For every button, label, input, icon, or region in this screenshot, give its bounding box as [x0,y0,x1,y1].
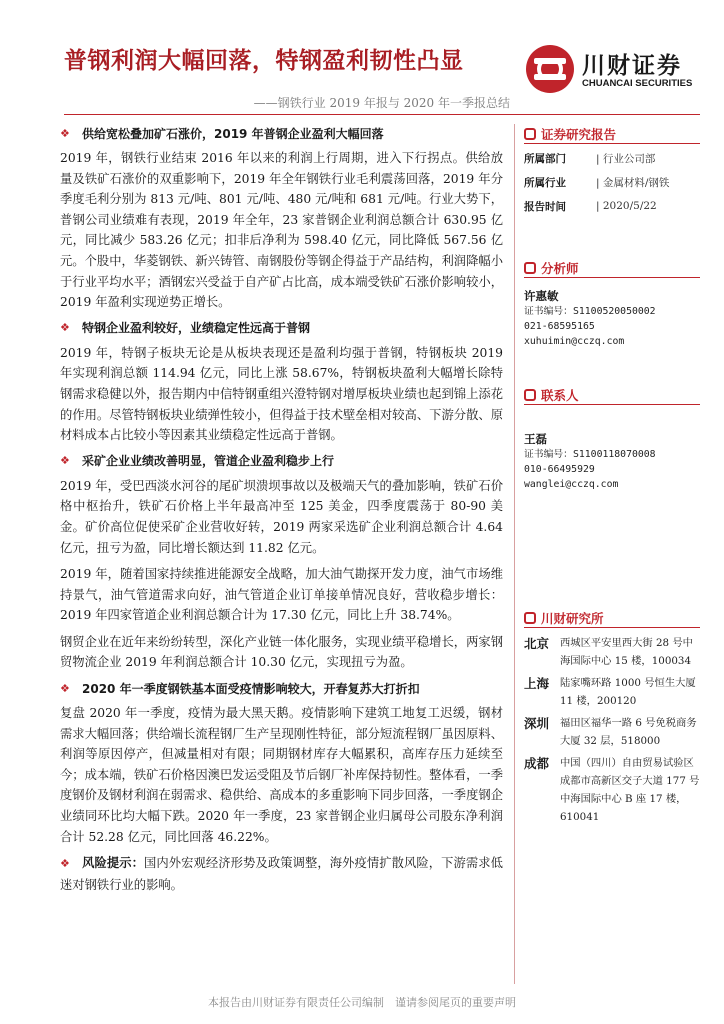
meta-row-date: 报告时间 | 2020/5/22 [524,200,657,213]
institute-heading: 川财研究所 [524,608,700,628]
paragraph: 钢贸企业在近年来纷纷转型，深化产业链一体化服务，实现业绩平稳增长，两家钢贸物流企业 2019 年利润总额合计 10.30 亿元，实现扭亏为盈。 [60,634,503,670]
risk-label: 风险提示： [82,855,144,871]
office-shenzhen: 深圳 福田区福华一路 6 号免税商务大厦 32 层，518000 [524,716,697,747]
analyst-cert: 证书编号：S1100520050002 [524,306,656,317]
logo-mark-icon [526,45,574,93]
office-chengdu: 成都 中国（四川）自由贸易试验区成都市高新区交子大道 177 号中海国际中心 B 座 17 楼，610041 [524,756,700,823]
contact-phone: 010-66495929 [524,464,595,475]
contact-email[interactable]: wanglei@cczq.com [524,479,619,490]
analyst-phone: 021-68595165 [524,321,595,332]
analyst-name: 许惠敏 [524,289,559,303]
analyst-heading: 分析师 [524,258,700,278]
office-beijing: 北京 西城区平安里西大街 28 号中海国际中心 15 楼，100034 [524,636,693,667]
header-divider [64,114,700,115]
section-supply [60,124,503,313]
report-subtitle: ——钢铁行业 2019 年报与 2020 年一季报总结 [253,96,510,110]
square-icon [524,612,536,624]
meta-row-department: 所属部门 | 行业公司部 [524,152,656,165]
sidebar [524,124,700,826]
diamond-bullet-icon: ❖ [60,681,70,695]
office-list [524,634,700,826]
meta-row-industry: 所属行业 | 金属材料/钢铁 [524,176,670,189]
analyst-card [524,288,700,349]
paragraph: 2019 年，受巴西淡水河谷的尾矿坝溃坝事故以及极端天气的叠加影响，铁矿石价格中枢抬升，铁矿石价格上半年最高冲至 125 美金，四季度震荡于 80-90 美金。矿价高位促使采矿企业营收好转，2019 两家采选矿企业利润总额合计 4.64 亿元，扭亏为盈，同比增长额达到 11.82 亿元。 [60,478,503,555]
section-heading: ❖ 特钢企业盈利较好，业绩稳定性远高于普钢 [60,321,311,336]
risk-text: 国内外宏观经济形势及政策调整，海外疫情扩散风险，下游需求低迷对钢铁行业的影响。 [60,856,503,892]
main-content [60,124,503,895]
paragraph: 复盘 2020 年一季度，疫情为最大黑天鹅。疫情影响下建筑工地复工迟缓，钢材需求大幅回落；供给端长流程钢厂生产呈现刚性特征，部分短流程钢厂虽因原料、利润等原因停产，但减量相对有限；同期钢材库存大幅累积，高库存压力延续至今；成本端，铁矿石价格因澳巴发运受阻及节后钢厂补库保持韧性。整体看，一季度钢价及钢材利润在弱需求、稳供给、高成本的多重影响下同步回落，一季度钢企业绩同环比均大幅下跌。2020 年一季度，23 家普钢企业归属母公司股东净利润合计 52.28 亿元，同比回落 46.22%。 [60,706,503,844]
report-info-heading: 证券研究报告 [524,124,700,144]
section-heading: ❖ 供给宽松叠加矿石涨价，2019 年普钢企业盈利大幅回落 [60,126,384,141]
paragraph: 2019 年，钢铁行业结束 2016 年以来的利润上行周期，进入下行拐点。供给放量及铁矿石涨价的双重影响下，2019 年全年钢铁行业毛利震荡回落，2019 年分季度毛利分别为 813 元/吨、801 元/吨、480 元/吨和 681 元/吨。行业大势下，普钢公司业绩难有表现，2019 年全年，23 家普钢企业利润总额合计 630.95 亿元，同比减少 583.26 亿元；扣非后净利为 598.40 亿元，同比降低 567.56 亿元。个股中，华菱钢铁、新兴铸管、南钢股份等钢企得益于产品结构，利润降幅小于行业平均水平；酒钢宏兴受益于自产矿占比高，成本端受铁矿石涨价影响较小，2019 年盈利实现逆势正增长。 [60,151,503,310]
section-mining-pipeline [60,452,503,673]
report-title: 普钢利润大幅回落，特钢盈利韧性凸显 [64,48,464,74]
diamond-bullet-icon: ❖ [60,321,70,335]
diamond-bullet-icon: ❖ [60,857,70,871]
section-q1-2020 [60,679,503,847]
column-divider [514,124,515,984]
paragraph: 2019 年，特钢子板块无论是从板块表现还是盈利均强于普钢，特钢板块 2019 年实现利润总额 114.94 亿元，同比上涨 58.67%，特钢板块盈利大幅增长除特钢需求稳健以外，报告期内中信特钢重组兴澄特钢对增厚板块业绩也起到锦上添花的作用。尽管特钢板块业绩弹性较小，但得益于技术壁垒相对较高、下游分散、原材料成本占比较小等因素其业绩稳定性远高于普钢。 [60,345,503,443]
section-heading: ❖ 2020 年一季度钢铁基本面受疫情影响较大，开春复苏大打折扣 [60,681,420,696]
office-shanghai: 上海 陆家嘴环路 1000 号恒生大厦 11 楼，200120 [524,676,696,707]
contact-cert: 证书编号：S1100118070008 [524,449,656,460]
section-heading: ❖ 采矿企业业绩改善明显，管道企业盈利稳步上行 [60,454,335,469]
page-footer: 本报告由川财证券有限责任公司编制 谨请参阅尾页的重要声明 [208,996,516,1009]
section-special-steel [60,319,503,446]
square-icon [524,262,536,274]
square-icon [524,389,536,401]
square-icon [524,128,536,140]
company-logo [526,45,696,93]
analyst-email[interactable]: xuhuimin@cczq.com [524,336,625,347]
diamond-bullet-icon: ❖ [60,454,70,468]
report-meta [524,146,700,218]
risk-warning [60,853,503,895]
contact-card [524,431,700,492]
contact-heading: 联系人 [524,385,700,405]
logo-name: 川财证券 [582,53,682,79]
paragraph: 2019 年，随着国家持续推进能源安全战略，加大油气勘探开发力度，油气市场维持景气，油气管道需求向好，油气管道企业订单接单情况良好，营收稳步增长：2019 年四家管道企业利润总额合计为 17.30 亿元，同比上升 38.74%。 [60,567,503,623]
diamond-bullet-icon: ❖ [60,126,70,140]
logo-english-name: CHUANCAI SECURITIES [582,78,693,89]
contact-name: 王磊 [524,432,547,446]
